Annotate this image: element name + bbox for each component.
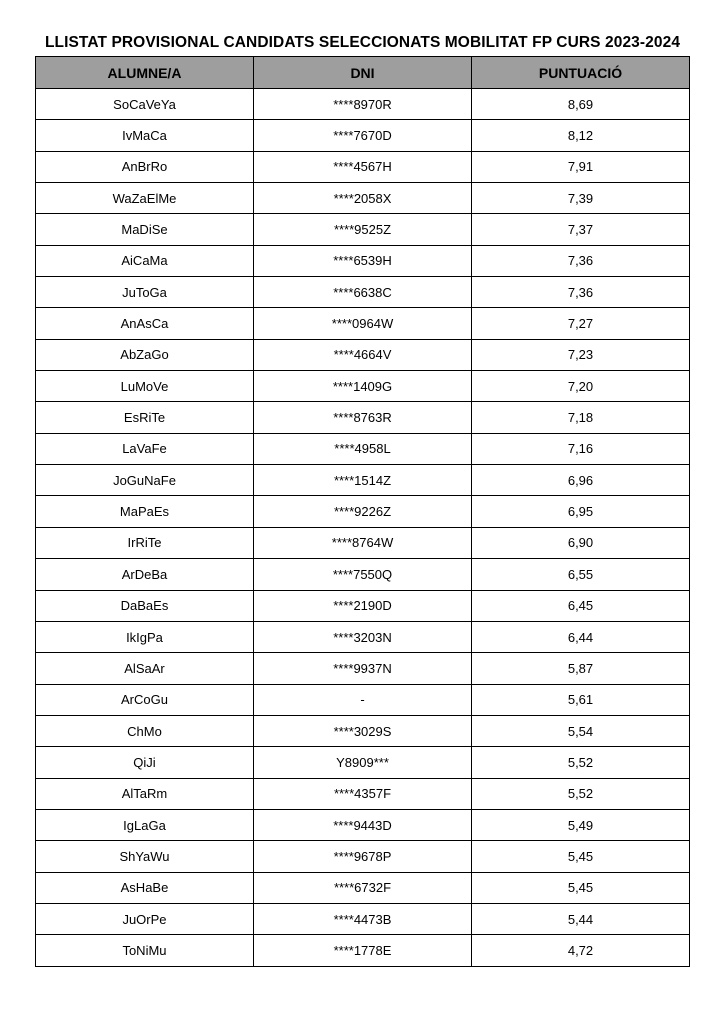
score-cell: 6,55 bbox=[472, 559, 690, 590]
dni-cell: ****8970R bbox=[254, 89, 472, 120]
score-cell: 7,18 bbox=[472, 402, 690, 433]
student-name-cell: QiJi bbox=[36, 747, 254, 778]
student-name-cell: AlTaRm bbox=[36, 778, 254, 809]
table-row bbox=[36, 496, 690, 527]
column-header-score: PUNTUACIÓ bbox=[472, 57, 690, 89]
score-cell: 7,91 bbox=[472, 151, 690, 182]
dni-cell: ****4567H bbox=[254, 151, 472, 182]
score-cell: 6,95 bbox=[472, 496, 690, 527]
student-name-cell: ArCoGu bbox=[36, 684, 254, 715]
score-cell: 7,36 bbox=[472, 277, 690, 308]
dni-cell: ****6539H bbox=[254, 245, 472, 276]
score-cell: 5,45 bbox=[472, 872, 690, 903]
dni-cell: ****9226Z bbox=[254, 496, 472, 527]
student-name-cell: ChMo bbox=[36, 715, 254, 746]
student-name-cell: JoGuNaFe bbox=[36, 465, 254, 496]
dni-cell: ****7670D bbox=[254, 120, 472, 151]
score-cell: 5,45 bbox=[472, 841, 690, 872]
table-row bbox=[36, 245, 690, 276]
table-row bbox=[36, 183, 690, 214]
table-row bbox=[36, 214, 690, 245]
document-title: LLISTAT PROVISIONAL CANDIDATS SELECCIONATS MOBILITAT FP CURS 2023-2024 bbox=[44, 34, 681, 51]
score-cell: 5,87 bbox=[472, 653, 690, 684]
student-name-cell: ArDeBa bbox=[36, 559, 254, 590]
dni-cell: ****1514Z bbox=[254, 465, 472, 496]
candidates-table bbox=[35, 56, 690, 967]
student-name-cell: AnBrRo bbox=[36, 151, 254, 182]
student-name-cell: AbZaGo bbox=[36, 339, 254, 370]
table-row bbox=[36, 872, 690, 903]
score-cell: 5,61 bbox=[472, 684, 690, 715]
dni-cell: ****1409G bbox=[254, 371, 472, 402]
student-name-cell: MaPaEs bbox=[36, 496, 254, 527]
dni-cell: ****6638C bbox=[254, 277, 472, 308]
score-cell: 6,96 bbox=[472, 465, 690, 496]
dni-cell: ****6732F bbox=[254, 872, 472, 903]
score-cell: 8,69 bbox=[472, 89, 690, 120]
dni-cell: - bbox=[254, 684, 472, 715]
table-header-row bbox=[36, 57, 690, 89]
table-row bbox=[36, 684, 690, 715]
table-row bbox=[36, 277, 690, 308]
student-name-cell: ShYaWu bbox=[36, 841, 254, 872]
table-row bbox=[36, 935, 690, 966]
table-body bbox=[36, 89, 690, 967]
dni-cell: ****1778E bbox=[254, 935, 472, 966]
score-cell: 7,20 bbox=[472, 371, 690, 402]
score-cell: 6,44 bbox=[472, 621, 690, 652]
student-name-cell: ToNiMu bbox=[36, 935, 254, 966]
table-row bbox=[36, 89, 690, 120]
column-header-student: ALUMNE/A bbox=[36, 57, 254, 89]
score-cell: 5,44 bbox=[472, 903, 690, 934]
score-cell: 4,72 bbox=[472, 935, 690, 966]
student-name-cell: AnAsCa bbox=[36, 308, 254, 339]
table-row bbox=[36, 621, 690, 652]
student-name-cell: LaVaFe bbox=[36, 433, 254, 464]
student-name-cell: SoCaVeYa bbox=[36, 89, 254, 120]
dni-cell: ****4664V bbox=[254, 339, 472, 370]
student-name-cell: WaZaElMe bbox=[36, 183, 254, 214]
score-cell: 8,12 bbox=[472, 120, 690, 151]
score-cell: 7,16 bbox=[472, 433, 690, 464]
score-cell: 7,39 bbox=[472, 183, 690, 214]
dni-cell: ****3203N bbox=[254, 621, 472, 652]
table-row bbox=[36, 371, 690, 402]
table-row bbox=[36, 903, 690, 934]
table-row bbox=[36, 433, 690, 464]
student-name-cell: AsHaBe bbox=[36, 872, 254, 903]
score-cell: 6,90 bbox=[472, 527, 690, 558]
table-row bbox=[36, 527, 690, 558]
dni-cell: ****4357F bbox=[254, 778, 472, 809]
student-name-cell: JuToGa bbox=[36, 277, 254, 308]
score-cell: 7,37 bbox=[472, 214, 690, 245]
table-row bbox=[36, 653, 690, 684]
table-row bbox=[36, 465, 690, 496]
table-row bbox=[36, 809, 690, 840]
dni-cell: ****7550Q bbox=[254, 559, 472, 590]
dni-cell: ****9678P bbox=[254, 841, 472, 872]
table-row bbox=[36, 778, 690, 809]
dni-cell: ****0964W bbox=[254, 308, 472, 339]
student-name-cell: AlSaAr bbox=[36, 653, 254, 684]
dni-cell: ****4958L bbox=[254, 433, 472, 464]
table-row bbox=[36, 402, 690, 433]
table-row bbox=[36, 151, 690, 182]
student-name-cell: MaDiSe bbox=[36, 214, 254, 245]
table-row bbox=[36, 841, 690, 872]
dni-cell: ****2058X bbox=[254, 183, 472, 214]
dni-cell: Y8909*** bbox=[254, 747, 472, 778]
student-name-cell: IrRiTe bbox=[36, 527, 254, 558]
dni-cell: ****8763R bbox=[254, 402, 472, 433]
score-cell: 5,49 bbox=[472, 809, 690, 840]
dni-cell: ****2190D bbox=[254, 590, 472, 621]
column-header-dni: DNI bbox=[254, 57, 472, 89]
student-name-cell: JuOrPe bbox=[36, 903, 254, 934]
student-name-cell: LuMoVe bbox=[36, 371, 254, 402]
score-cell: 5,52 bbox=[472, 747, 690, 778]
table-row bbox=[36, 590, 690, 621]
table-row bbox=[36, 747, 690, 778]
score-cell: 7,36 bbox=[472, 245, 690, 276]
dni-cell: ****8764W bbox=[254, 527, 472, 558]
dni-cell: ****9525Z bbox=[254, 214, 472, 245]
table-row bbox=[36, 120, 690, 151]
student-name-cell: DaBaEs bbox=[36, 590, 254, 621]
table-row bbox=[36, 559, 690, 590]
student-name-cell: EsRiTe bbox=[36, 402, 254, 433]
score-cell: 7,27 bbox=[472, 308, 690, 339]
student-name-cell: AiCaMa bbox=[36, 245, 254, 276]
student-name-cell: IgLaGa bbox=[36, 809, 254, 840]
dni-cell: ****9937N bbox=[254, 653, 472, 684]
table-row bbox=[36, 715, 690, 746]
dni-cell: ****3029S bbox=[254, 715, 472, 746]
score-cell: 6,45 bbox=[472, 590, 690, 621]
student-name-cell: IvMaCa bbox=[36, 120, 254, 151]
score-cell: 5,54 bbox=[472, 715, 690, 746]
student-name-cell: IkIgPa bbox=[36, 621, 254, 652]
table-row bbox=[36, 339, 690, 370]
score-cell: 5,52 bbox=[472, 778, 690, 809]
dni-cell: ****4473B bbox=[254, 903, 472, 934]
table-row bbox=[36, 308, 690, 339]
score-cell: 7,23 bbox=[472, 339, 690, 370]
dni-cell: ****9443D bbox=[254, 809, 472, 840]
